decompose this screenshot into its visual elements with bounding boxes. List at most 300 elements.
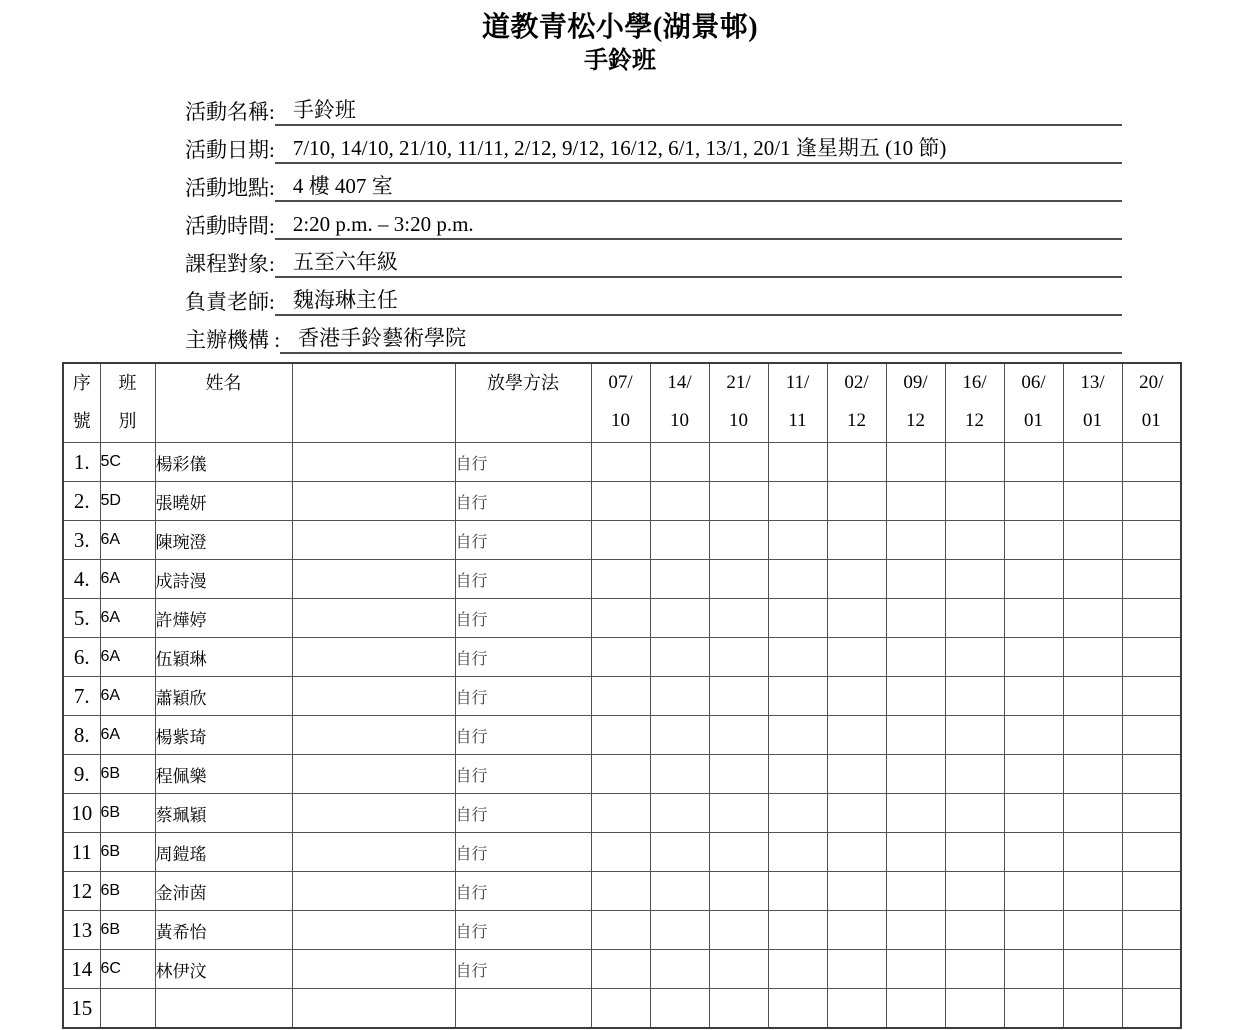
seq-cell: 4. xyxy=(63,560,100,599)
field-label: 活動日期: xyxy=(185,137,275,162)
name-ext-cell xyxy=(292,677,455,716)
attendance-cell xyxy=(709,755,768,794)
attendance-cell xyxy=(1004,638,1063,677)
field-value: 香港手鈴藝術學院 xyxy=(298,325,467,350)
name-cell: 蕭穎欣 xyxy=(155,677,292,716)
col-header-method: 放學方法 xyxy=(455,363,591,443)
page-subtitle: 手鈴班 xyxy=(584,48,656,74)
class-cell: 6A xyxy=(100,599,155,638)
attendance-cell xyxy=(768,482,827,521)
form-row xyxy=(185,240,1122,278)
date-header-line: 12 xyxy=(847,410,866,431)
date-column-header xyxy=(768,363,827,443)
attendance-cell xyxy=(1004,911,1063,950)
name-cell: 楊彩儀 xyxy=(155,443,292,482)
attendance-cell xyxy=(650,911,709,950)
attendance-cell xyxy=(1063,521,1122,560)
attendance-cell xyxy=(1063,677,1122,716)
attendance-cell xyxy=(1122,911,1181,950)
attendance-cell xyxy=(945,599,1004,638)
col-header-class-line1: 班 xyxy=(118,373,137,393)
date-header-line: 01 xyxy=(1083,410,1102,431)
name-cell: 成詩漫 xyxy=(155,560,292,599)
attendance-cell xyxy=(768,443,827,482)
attendance-cell xyxy=(886,677,945,716)
attendance-cell xyxy=(591,794,650,833)
attendance-cell xyxy=(827,443,886,482)
attendance-cell xyxy=(886,755,945,794)
date-column-header xyxy=(945,363,1004,443)
attendance-cell xyxy=(709,521,768,560)
table-row xyxy=(63,950,1181,989)
attendance-cell xyxy=(945,755,1004,794)
attendance-cell xyxy=(768,638,827,677)
name-ext-cell xyxy=(292,599,455,638)
class-cell: 6B xyxy=(100,833,155,872)
attendance-cell xyxy=(1122,716,1181,755)
attendance-cell xyxy=(886,599,945,638)
attendance-cell xyxy=(945,482,1004,521)
field-underline xyxy=(275,173,1122,202)
attendance-cell xyxy=(591,911,650,950)
attendance-cell xyxy=(945,716,1004,755)
field-underline xyxy=(275,249,1122,278)
table-row xyxy=(63,755,1181,794)
attendance-cell xyxy=(591,521,650,560)
attendance-cell xyxy=(591,443,650,482)
col-header-name: 姓名 xyxy=(155,363,292,443)
form-fields xyxy=(185,88,1122,354)
attendance-cell xyxy=(1122,950,1181,989)
attendance-cell xyxy=(886,443,945,482)
attendance-cell xyxy=(1122,677,1181,716)
attendance-cell xyxy=(886,989,945,1029)
seq-cell: 5. xyxy=(63,599,100,638)
field-label: 負責老師: xyxy=(185,289,275,314)
attendance-cell xyxy=(768,677,827,716)
attendance-cell xyxy=(1063,833,1122,872)
field-value: 魏海琳主任 xyxy=(292,287,398,312)
attendance-cell xyxy=(827,794,886,833)
table-head-row xyxy=(63,363,1181,443)
attendance-cell xyxy=(945,560,1004,599)
attendance-cell xyxy=(768,755,827,794)
attendance-cell xyxy=(1122,560,1181,599)
seq-cell: 2. xyxy=(63,482,100,521)
table-row xyxy=(63,638,1181,677)
attendance-cell xyxy=(1122,989,1181,1029)
attendance-cell xyxy=(768,950,827,989)
field-label: 活動地點: xyxy=(185,175,275,200)
date-header-line: 10 xyxy=(670,410,689,431)
attendance-cell xyxy=(827,677,886,716)
class-cell: 6B xyxy=(100,872,155,911)
name-cell: 張曉妍 xyxy=(155,482,292,521)
attendance-cell xyxy=(886,872,945,911)
attendance-cell xyxy=(945,989,1004,1029)
seq-cell: 15 xyxy=(63,989,100,1029)
table-row xyxy=(63,560,1181,599)
form-row xyxy=(185,164,1122,202)
method-cell: 自行 xyxy=(455,794,591,833)
attendance-cell xyxy=(709,716,768,755)
attendance-cell xyxy=(827,911,886,950)
form-row xyxy=(185,278,1122,316)
class-cell: 6A xyxy=(100,716,155,755)
attendance-cell xyxy=(650,716,709,755)
attendance-cell xyxy=(591,755,650,794)
form-row xyxy=(185,316,1122,354)
name-cell: 陳琬澄 xyxy=(155,521,292,560)
attendance-cell xyxy=(768,872,827,911)
col-header-seq xyxy=(63,363,100,443)
seq-cell: 12 xyxy=(63,872,100,911)
col-header-seq-line1: 序 xyxy=(72,373,91,393)
page-title: 道教青松小學(湖景邨) xyxy=(481,12,759,43)
class-cell: 5C xyxy=(100,443,155,482)
date-column-header xyxy=(827,363,886,443)
attendance-cell xyxy=(1063,755,1122,794)
attendance-cell xyxy=(827,833,886,872)
seq-cell: 3. xyxy=(63,521,100,560)
field-underline xyxy=(275,211,1122,240)
date-header-line: 14/ xyxy=(667,372,692,393)
date-header-line: 16/ xyxy=(962,372,987,393)
seq-cell: 14 xyxy=(63,950,100,989)
method-cell: 自行 xyxy=(455,677,591,716)
seq-cell: 13 xyxy=(63,911,100,950)
attendance-cell xyxy=(709,482,768,521)
name-cell: 蔡珮穎 xyxy=(155,794,292,833)
name-ext-cell xyxy=(292,755,455,794)
roster-body xyxy=(63,443,1181,1029)
class-cell xyxy=(100,989,155,1029)
name-cell: 黃希怡 xyxy=(155,911,292,950)
class-cell: 6B xyxy=(100,794,155,833)
name-ext-cell xyxy=(292,716,455,755)
name-ext-cell xyxy=(292,443,455,482)
attendance-cell xyxy=(591,833,650,872)
attendance-cell xyxy=(1004,872,1063,911)
attendance-cell xyxy=(591,950,650,989)
col-header-class xyxy=(100,363,155,443)
name-cell: 金沛茵 xyxy=(155,872,292,911)
method-cell: 自行 xyxy=(455,716,591,755)
attendance-cell xyxy=(709,794,768,833)
attendance-cell xyxy=(768,794,827,833)
table-row xyxy=(63,482,1181,521)
seq-cell: 9. xyxy=(63,755,100,794)
attendance-cell xyxy=(1063,482,1122,521)
attendance-cell xyxy=(1063,638,1122,677)
attendance-cell xyxy=(1122,482,1181,521)
class-cell: 6A xyxy=(100,560,155,599)
attendance-cell xyxy=(650,989,709,1029)
col-header-seq-line2: 號 xyxy=(72,411,91,431)
class-cell: 5D xyxy=(100,482,155,521)
name-cell: 楊紫琦 xyxy=(155,716,292,755)
field-value: 2:20 p.m. – 3:20 p.m. xyxy=(292,211,474,236)
attendance-cell xyxy=(709,443,768,482)
attendance-cell xyxy=(827,755,886,794)
class-cell: 6A xyxy=(100,521,155,560)
attendance-cell xyxy=(1063,443,1122,482)
attendance-cell xyxy=(768,521,827,560)
attendance-cell xyxy=(768,989,827,1029)
name-cell xyxy=(155,989,292,1029)
name-ext-cell xyxy=(292,521,455,560)
date-header-line: 10 xyxy=(611,410,630,431)
attendance-cell xyxy=(827,482,886,521)
attendance-cell xyxy=(650,794,709,833)
field-label: 活動時間: xyxy=(185,213,275,238)
attendance-cell xyxy=(886,716,945,755)
attendance-cell xyxy=(591,677,650,716)
attendance-cell xyxy=(650,521,709,560)
date-column-header xyxy=(886,363,945,443)
attendance-cell xyxy=(768,911,827,950)
method-cell: 自行 xyxy=(455,833,591,872)
attendance-cell xyxy=(1004,443,1063,482)
attendance-cell xyxy=(886,950,945,989)
attendance-cell xyxy=(1063,794,1122,833)
table-row xyxy=(63,833,1181,872)
method-cell: 自行 xyxy=(455,911,591,950)
attendance-cell xyxy=(591,872,650,911)
field-underline xyxy=(275,287,1122,316)
method-cell: 自行 xyxy=(455,638,591,677)
seq-cell: 6. xyxy=(63,638,100,677)
date-header-line: 12 xyxy=(906,410,925,431)
attendance-cell xyxy=(827,872,886,911)
seq-cell: 8. xyxy=(63,716,100,755)
attendance-cell xyxy=(1063,950,1122,989)
date-header-line: 01 xyxy=(1141,410,1161,431)
attendance-cell xyxy=(1063,989,1122,1029)
field-label: 主辦機構 : xyxy=(185,327,281,352)
attendance-cell xyxy=(1122,443,1181,482)
attendance-cell xyxy=(945,833,1004,872)
attendance-cell xyxy=(1004,794,1063,833)
name-ext-cell xyxy=(292,911,455,950)
name-cell: 程佩樂 xyxy=(155,755,292,794)
attendance-cell xyxy=(709,560,768,599)
date-column-header xyxy=(1122,363,1181,443)
attendance-cell xyxy=(709,989,768,1029)
attendance-cell xyxy=(768,716,827,755)
attendance-cell xyxy=(1004,989,1063,1029)
field-value: 4 樓 407 室 xyxy=(292,173,393,198)
attendance-cell xyxy=(709,677,768,716)
form-row xyxy=(185,88,1122,126)
method-cell: 自行 xyxy=(455,950,591,989)
method-cell: 自行 xyxy=(455,482,591,521)
attendance-cell xyxy=(945,677,1004,716)
field-underline xyxy=(275,97,1122,126)
attendance-cell xyxy=(945,794,1004,833)
method-cell: 自行 xyxy=(455,872,591,911)
attendance-cell xyxy=(1004,599,1063,638)
attendance-cell xyxy=(827,950,886,989)
attendance-cell xyxy=(1122,521,1181,560)
seq-cell: 7. xyxy=(63,677,100,716)
field-value: 7/10, 14/10, 21/10, 11/11, 2/12, 9/12, 16/12, 6/1, 13/1, 20/1 逢星期五 (10 節) xyxy=(292,135,947,160)
attendance-cell xyxy=(1122,599,1181,638)
attendance-cell xyxy=(827,599,886,638)
attendance-cell xyxy=(1004,755,1063,794)
attendance-cell xyxy=(1004,677,1063,716)
date-header-line: 01 xyxy=(1024,410,1043,431)
attendance-cell xyxy=(945,521,1004,560)
roster-table-wrap xyxy=(62,362,1240,1029)
name-ext-cell xyxy=(292,482,455,521)
attendance-cell xyxy=(1063,872,1122,911)
attendance-cell xyxy=(591,560,650,599)
field-value: 手鈴班 xyxy=(292,97,356,122)
form-row xyxy=(185,202,1122,240)
attendance-cell xyxy=(945,638,1004,677)
table-row xyxy=(63,872,1181,911)
name-cell: 周鎧瑤 xyxy=(155,833,292,872)
attendance-cell xyxy=(1063,716,1122,755)
form-row xyxy=(185,126,1122,164)
attendance-cell xyxy=(945,950,1004,989)
method-cell xyxy=(455,989,591,1029)
field-underline xyxy=(280,325,1122,354)
attendance-cell xyxy=(768,560,827,599)
attendance-cell xyxy=(886,911,945,950)
date-column-header xyxy=(1063,363,1122,443)
attendance-cell xyxy=(886,521,945,560)
attendance-cell xyxy=(591,638,650,677)
attendance-cell xyxy=(827,560,886,599)
date-header-line: 09/ xyxy=(903,372,928,393)
attendance-cell xyxy=(1063,911,1122,950)
method-cell: 自行 xyxy=(455,599,591,638)
attendance-cell xyxy=(591,599,650,638)
table-row xyxy=(63,521,1181,560)
attendance-cell xyxy=(650,677,709,716)
attendance-cell xyxy=(1122,872,1181,911)
table-row xyxy=(63,794,1181,833)
attendance-cell xyxy=(1004,716,1063,755)
attendance-cell xyxy=(1122,833,1181,872)
attendance-cell xyxy=(945,443,1004,482)
table-row xyxy=(63,677,1181,716)
class-cell: 6C xyxy=(100,950,155,989)
name-cell: 許燁婷 xyxy=(155,599,292,638)
name-ext-cell xyxy=(292,989,455,1029)
date-column-header xyxy=(591,363,650,443)
attendance-cell xyxy=(1122,755,1181,794)
seq-cell: 11 xyxy=(63,833,100,872)
attendance-cell xyxy=(886,482,945,521)
name-ext-cell xyxy=(292,638,455,677)
attendance-cell xyxy=(768,833,827,872)
attendance-cell xyxy=(650,833,709,872)
attendance-cell xyxy=(827,521,886,560)
attendance-cell xyxy=(1004,560,1063,599)
attendance-cell xyxy=(591,716,650,755)
date-header-line: 21/ xyxy=(726,372,751,393)
name-cell: 伍穎琳 xyxy=(155,638,292,677)
class-cell: 6B xyxy=(100,911,155,950)
field-label: 課程對象: xyxy=(185,251,275,276)
attendance-cell xyxy=(650,872,709,911)
attendance-cell xyxy=(768,599,827,638)
col-header-class-line2: 別 xyxy=(118,411,137,431)
attendance-cell xyxy=(650,482,709,521)
attendance-cell xyxy=(650,950,709,989)
date-header-line: 12 xyxy=(965,410,984,431)
table-row xyxy=(63,716,1181,755)
attendance-cell xyxy=(827,716,886,755)
table-row xyxy=(63,443,1181,482)
attendance-cell xyxy=(945,911,1004,950)
attendance-cell xyxy=(650,755,709,794)
attendance-cell xyxy=(1122,638,1181,677)
method-cell: 自行 xyxy=(455,755,591,794)
attendance-cell xyxy=(945,872,1004,911)
date-header-line: 10 xyxy=(729,410,748,431)
date-column-header xyxy=(650,363,709,443)
date-header-line: 11/ xyxy=(785,372,810,393)
attendance-cell xyxy=(1004,950,1063,989)
field-value: 五至六年級 xyxy=(292,249,398,274)
name-cell: 林伊汶 xyxy=(155,950,292,989)
attendance-cell xyxy=(1063,599,1122,638)
date-column-header xyxy=(709,363,768,443)
field-underline xyxy=(275,135,1122,164)
seq-cell: 1. xyxy=(63,443,100,482)
attendance-cell xyxy=(1004,482,1063,521)
table-row xyxy=(63,989,1181,1029)
attendance-cell xyxy=(1004,521,1063,560)
attendance-cell xyxy=(650,599,709,638)
date-header-line: 06/ xyxy=(1021,372,1046,393)
table-row xyxy=(63,599,1181,638)
attendance-cell xyxy=(650,443,709,482)
method-cell: 自行 xyxy=(455,443,591,482)
table-row xyxy=(63,911,1181,950)
roster-table xyxy=(62,362,1182,1029)
attendance-cell xyxy=(1122,794,1181,833)
attendance-cell xyxy=(1004,833,1063,872)
col-header-blank xyxy=(292,363,455,443)
attendance-cell xyxy=(886,833,945,872)
name-ext-cell xyxy=(292,872,455,911)
title-block xyxy=(0,0,1240,76)
name-ext-cell xyxy=(292,794,455,833)
date-header-line: 11 xyxy=(788,410,807,431)
seq-cell: 10 xyxy=(63,794,100,833)
name-ext-cell xyxy=(292,560,455,599)
attendance-cell xyxy=(709,599,768,638)
attendance-cell xyxy=(1063,560,1122,599)
class-cell: 6B xyxy=(100,755,155,794)
date-header-line: 02/ xyxy=(844,372,869,393)
method-cell: 自行 xyxy=(455,521,591,560)
class-cell: 6A xyxy=(100,638,155,677)
attendance-cell xyxy=(709,833,768,872)
attendance-cell xyxy=(709,872,768,911)
attendance-cell xyxy=(886,638,945,677)
attendance-cell xyxy=(709,638,768,677)
field-label: 活動名稱: xyxy=(185,99,275,124)
attendance-cell xyxy=(827,638,886,677)
attendance-cell xyxy=(591,989,650,1029)
name-ext-cell xyxy=(292,833,455,872)
